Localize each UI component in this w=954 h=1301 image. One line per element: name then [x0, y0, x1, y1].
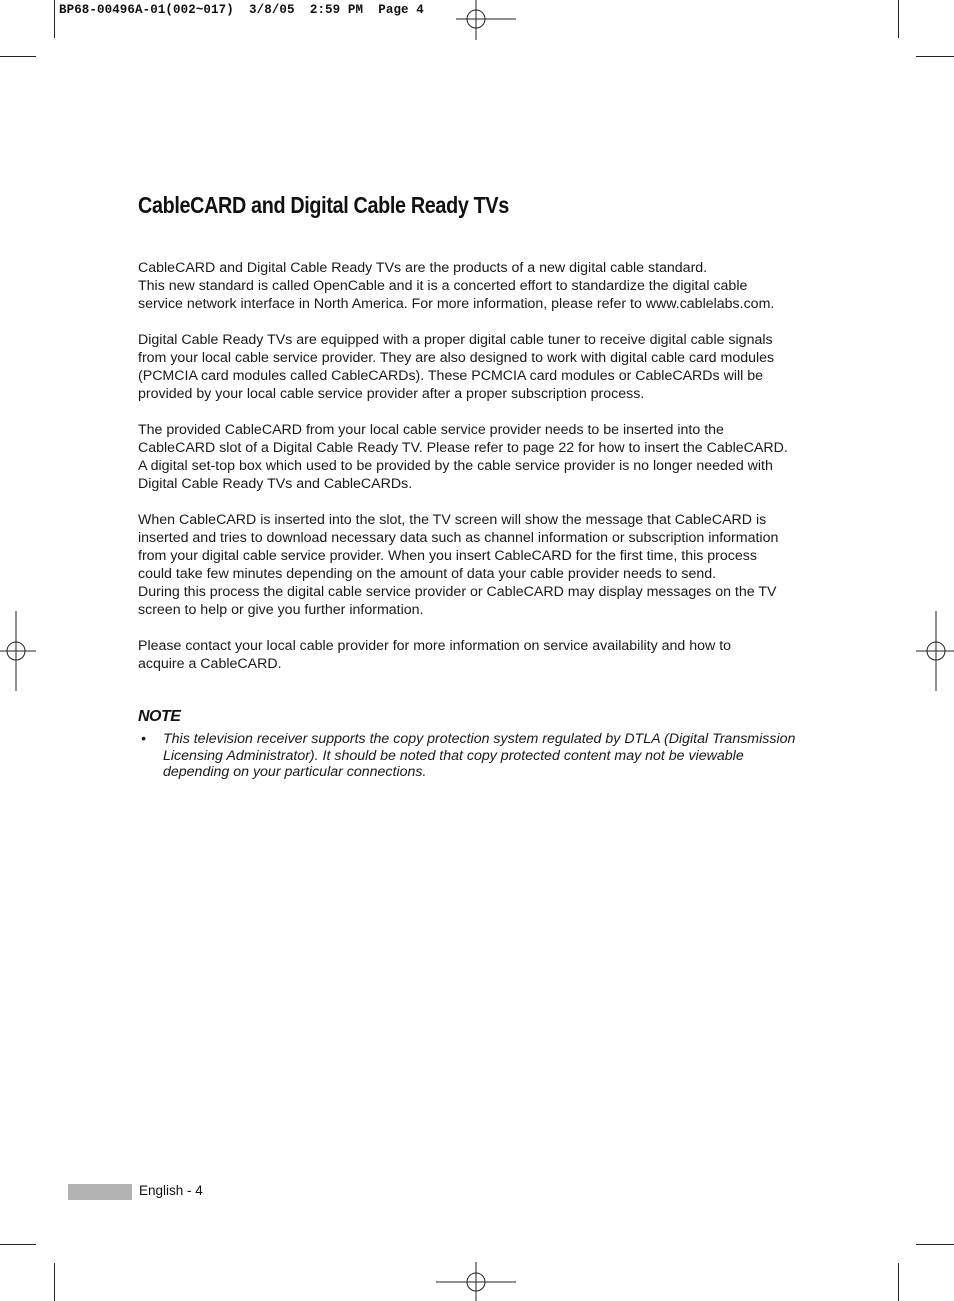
crop-mark-bottom-right-horizontal	[916, 1244, 954, 1245]
printer-slug: BP68-00496A-01(002~017) 3/8/05 2:59 PM Page 4	[59, 3, 424, 17]
paragraph-equipment: Digital Cable Ready TVs are equipped with a proper digital cable tuner to receive digital cable signals from your local cable service provider. They are also designed to work with digital cable card modules (PCMCIA card modules called CableCARDs). These PCMCIA card modules or CableCARDs will be provided by your local cable service provider after a proper subscription process.	[138, 332, 775, 402]
crop-mark-top-left-horizontal	[0, 56, 36, 57]
registration-mark-left-icon	[0, 611, 36, 691]
footer-bar	[68, 1184, 132, 1200]
body-text	[138, 259, 828, 691]
page-title: CableCARD and Digital Cable Ready TVs	[138, 192, 509, 218]
registration-mark-right-icon	[916, 611, 954, 691]
footer-page-label: English - 4	[139, 1183, 203, 1198]
paragraph-contact: Please contact your local cable provider for more information on service availability and how to acquire a CableCARD.	[138, 638, 732, 672]
crop-mark-bottom-left-horizontal	[0, 1244, 36, 1245]
crop-mark-top-right-vertical	[898, 0, 899, 38]
crop-mark-top-right-horizontal	[916, 56, 954, 57]
paragraph-insertion: The provided CableCARD from your local cable service provider needs to be inserted into the CableCARD slot of a Digital Cable Ready TV. Please refer to page 22 for how to insert the CableCARD. A digital set-top box which used to be provided by the cable service provider is no longer needed with Digital Cable Ready TVs and CableCARDs.	[138, 422, 788, 492]
crop-mark-bottom-left-vertical	[54, 1263, 55, 1301]
paragraph-intro: CableCARD and Digital Cable Ready TVs are the products of a new digital cable standard. This new standard is called OpenCable and it is a concerted effort to standardize the digital cable service network interface in North America. For more information, please refer to www.cablelabs.com.	[138, 260, 775, 312]
note-heading: NOTE	[138, 708, 181, 725]
crop-mark-bottom-right-vertical	[898, 1263, 899, 1301]
registration-mark-bottom-icon	[436, 1262, 516, 1301]
note-list-item	[138, 731, 818, 781]
registration-mark-top-icon	[456, 0, 516, 40]
bullet-icon: •	[141, 731, 146, 747]
crop-mark-top-left-vertical	[54, 0, 55, 38]
note-text: This television receiver supports the copy protection system regulated by DTLA (Digital Transmission Licensing Administrator). It should be noted that copy protected content may not be viewable depending on your particular connections.	[163, 731, 796, 780]
paragraph-download: When CableCARD is inserted into the slot, the TV screen will show the message that CableCARD is inserted and tries to download necessary data such as channel information or subscription information from your digital cable service provider. When you insert CableCARD for the first time, this process could take few minutes depending on the amount of data your cable provider needs to send. During this process the digital cable service provider or CableCARD may display messages on the TV screen to help or give you further information.	[138, 512, 779, 618]
